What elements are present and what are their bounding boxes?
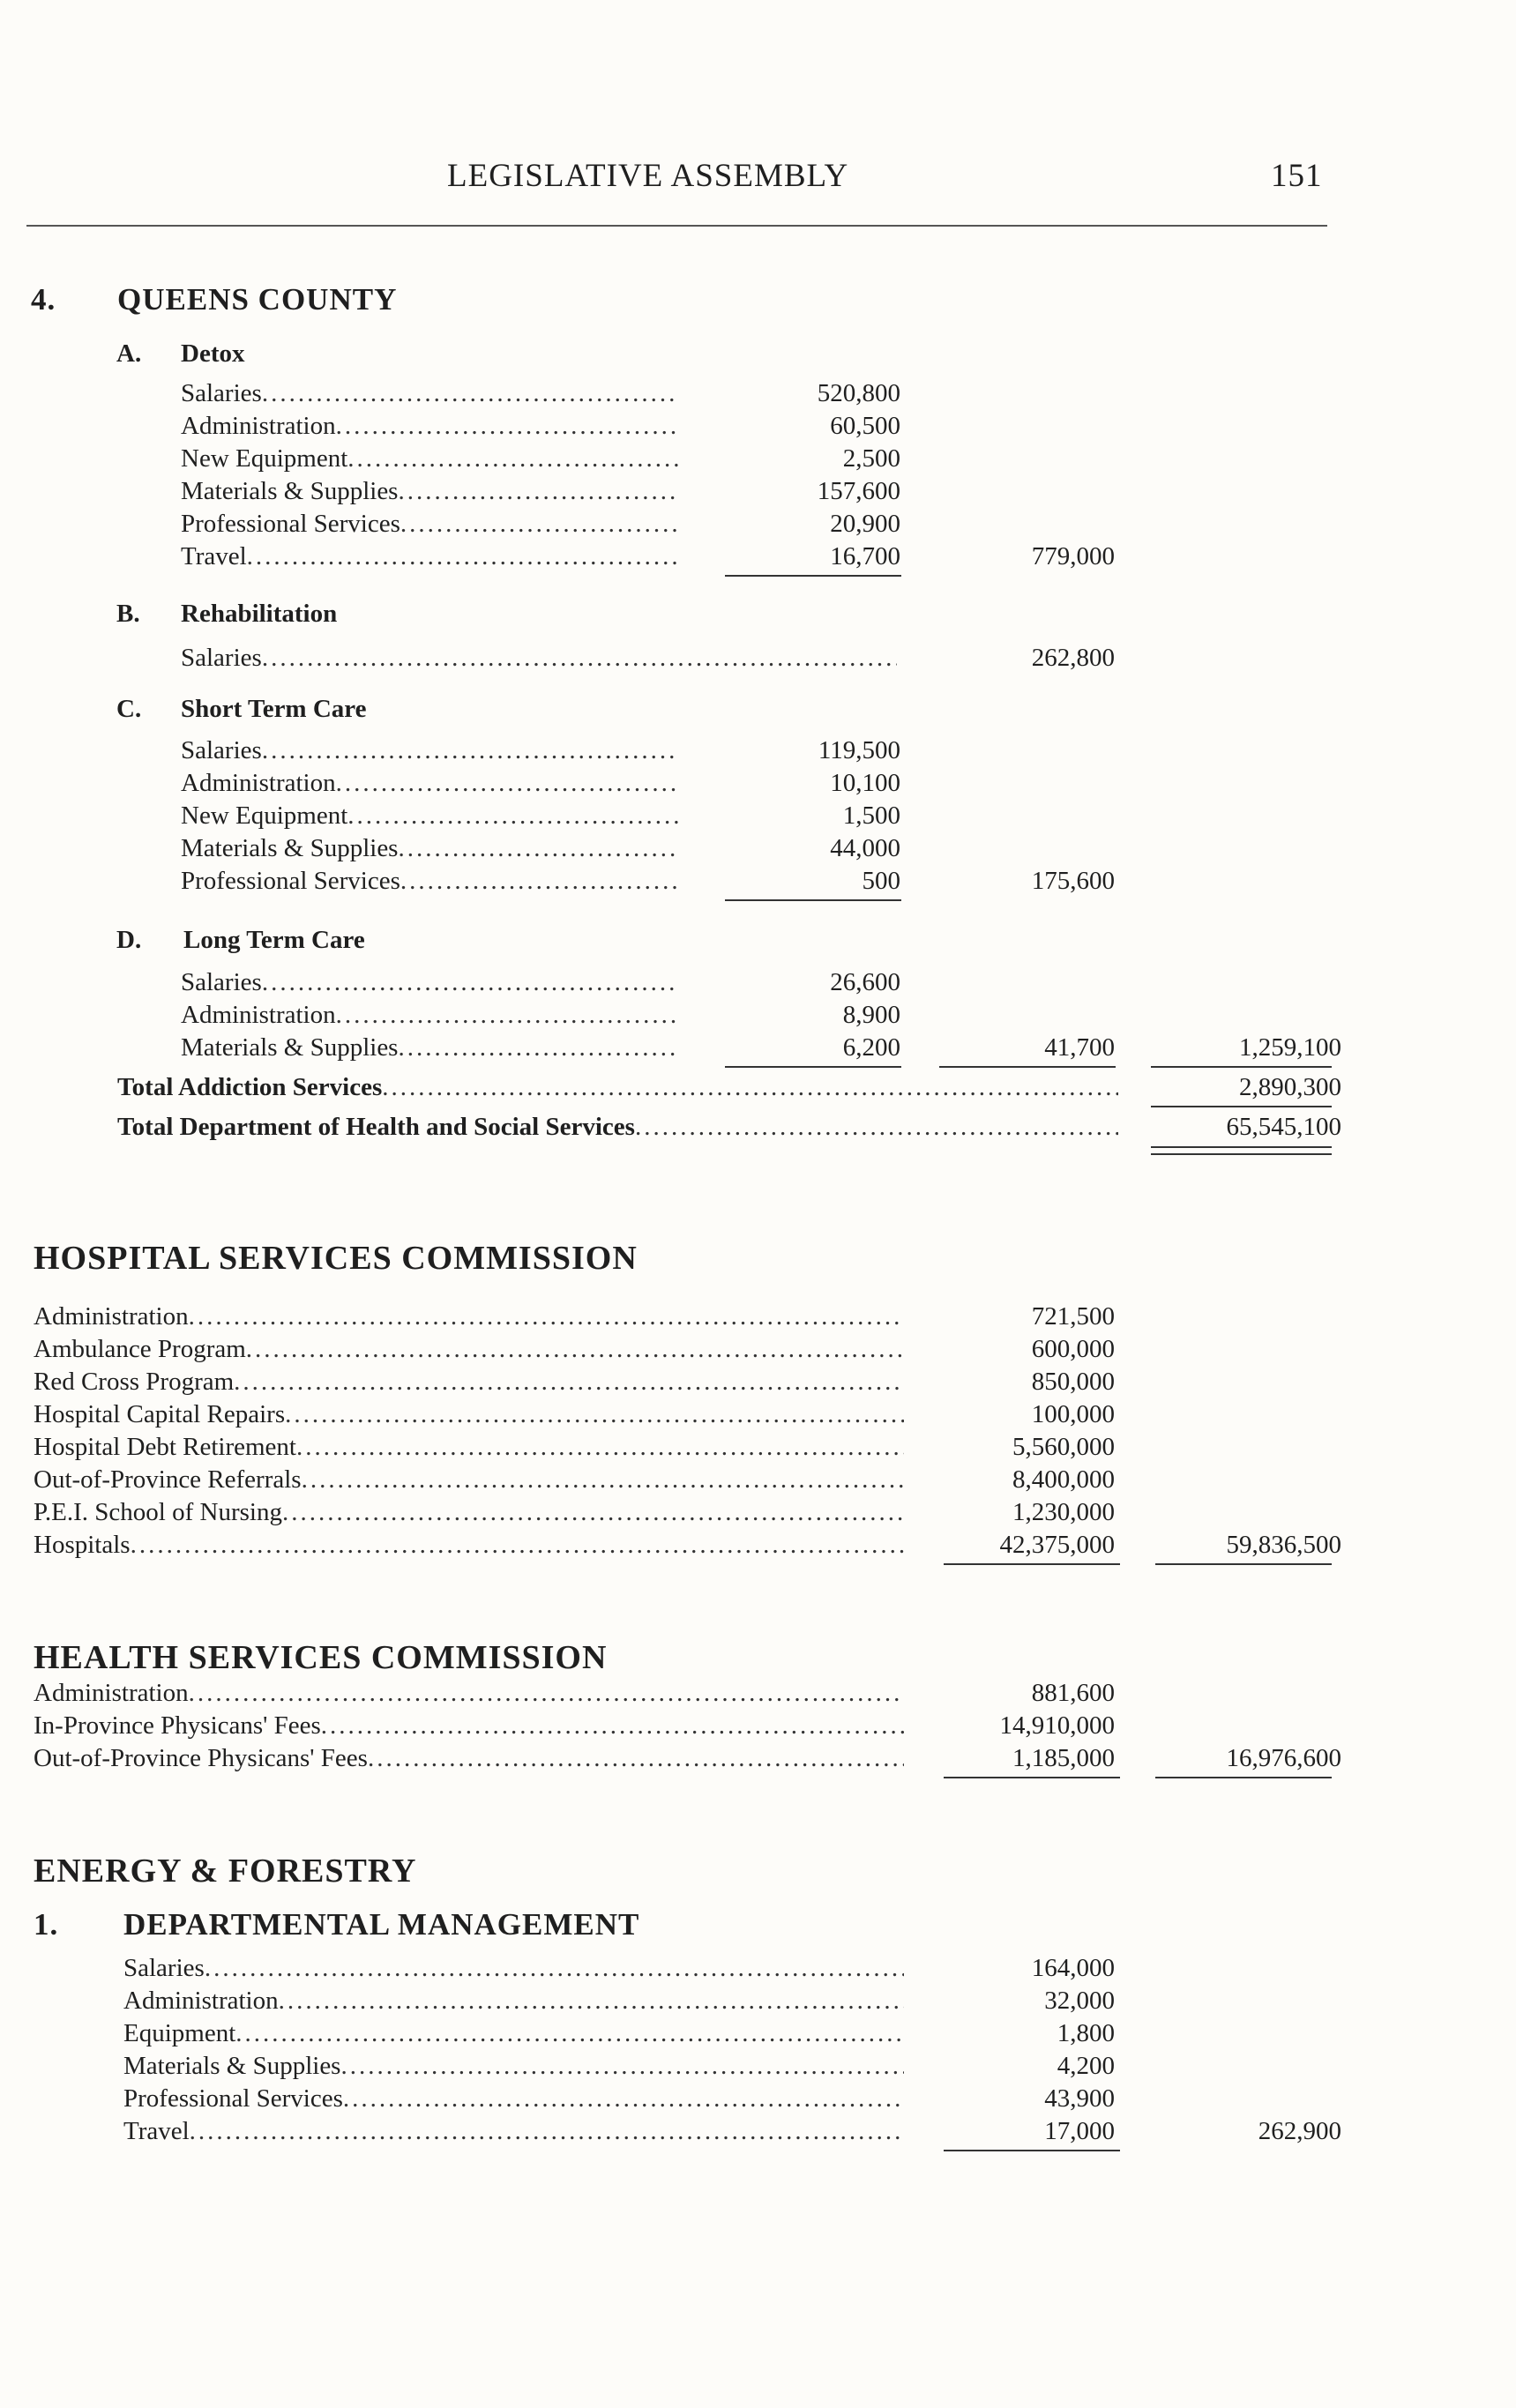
dot-leader [189, 1677, 904, 1709]
line-item [34, 1464, 904, 1495]
line-item-value: 721,500 [1031, 1302, 1115, 1331]
section-title-health-services-commission: HEALTH SERVICES COMMISSION [34, 1639, 608, 1676]
dot-leader [262, 642, 897, 674]
line-item-label: Out-of-Province Physicans' Fees [34, 1744, 368, 1772]
dot-leader [205, 1952, 904, 1984]
dot-leader [347, 443, 679, 474]
line-item-label: Salaries [181, 644, 262, 672]
dot-leader [336, 767, 679, 799]
line-item [34, 1710, 904, 1741]
total-addiction-services-label: Total Addiction Services [117, 1073, 383, 1101]
line-item [34, 1398, 904, 1430]
dot-leader [400, 508, 679, 540]
running-header-title: LEGISLATIVE ASSEMBLY [447, 158, 849, 194]
line-item-value: 32,000 [1044, 1987, 1115, 2015]
line-item-value: 4,200 [1057, 2052, 1115, 2080]
line-item [181, 642, 897, 674]
line-item-value: 26,600 [830, 968, 900, 996]
line-item-label: Hospital Debt Retirement [34, 1433, 296, 1461]
line-item-label: Ambulance Program [34, 1335, 246, 1363]
line-item-value: 5,560,000 [1012, 1433, 1115, 1461]
line-item [34, 1431, 904, 1463]
dot-leader [368, 1742, 904, 1774]
dot-leader [343, 2083, 904, 2114]
dot-leader [398, 1032, 679, 1063]
subsection-title-rehabilitation: Rehabilitation [181, 600, 338, 628]
total-underline [1151, 1106, 1332, 1107]
total-department-label: Total Department of Health and Social Services [117, 1113, 635, 1141]
dot-leader [235, 2017, 904, 2049]
dot-leader [189, 1301, 904, 1332]
section-title-queens-county: QUEENS COUNTY [117, 282, 398, 317]
subtotal-underline [725, 899, 901, 901]
line-item-value: 500 [862, 867, 900, 895]
line-item-value: 850,000 [1031, 1368, 1115, 1396]
line-item [181, 734, 679, 766]
line-item-label: Materials & Supplies [181, 1033, 399, 1062]
line-item [181, 800, 679, 831]
line-item [181, 410, 679, 442]
line-item [123, 2115, 904, 2147]
line-item [181, 540, 679, 572]
line-item-label: Materials & Supplies [123, 2052, 341, 2080]
line-item [181, 865, 679, 897]
line-item [123, 1952, 904, 1984]
dot-leader [296, 1431, 904, 1463]
line-item [181, 1032, 679, 1063]
double-underline [1151, 1146, 1332, 1155]
line-item-value: 2,500 [842, 444, 900, 473]
line-item-label: Red Cross Program [34, 1368, 235, 1396]
subsection-title-long-term-care: Long Term Care [183, 926, 365, 954]
dot-leader [340, 2050, 904, 2082]
line-item-label: Professional Services [123, 2084, 343, 2113]
dot-leader [131, 1529, 904, 1561]
line-item-label: Hospital Capital Repairs [34, 1400, 286, 1428]
line-item-value: 1,230,000 [1012, 1498, 1115, 1526]
line-item-label: Salaries [123, 1954, 205, 1982]
line-item-value: 881,600 [1031, 1679, 1115, 1707]
total-addiction-services-value: 2,890,300 [1239, 1073, 1341, 1101]
line-item [34, 1677, 904, 1709]
subtotal-underline [944, 1563, 1120, 1565]
line-item-label: Administration [181, 412, 336, 440]
subsection-total: 175,600 [1031, 867, 1115, 895]
line-item-value: 60,500 [830, 412, 900, 440]
total-line [117, 1071, 1118, 1103]
line-item-label: Professional Services [181, 510, 400, 538]
line-item [181, 475, 679, 507]
line-item-value: 14,910,000 [999, 1711, 1115, 1740]
line-item-label: Salaries [181, 379, 262, 407]
dot-leader [262, 966, 679, 998]
line-item-value: 6,200 [842, 1033, 900, 1062]
dot-leader [279, 1985, 904, 2017]
line-item-value: 44,000 [830, 834, 900, 862]
line-item [34, 1496, 904, 1528]
dot-leader [190, 2115, 904, 2147]
line-item [123, 2083, 904, 2114]
line-item-label: Equipment [123, 2019, 236, 2047]
line-item-value: 42,375,000 [999, 1531, 1115, 1559]
dot-leader [398, 475, 679, 507]
subsection-letter: D. [116, 926, 142, 954]
line-item-label: Hospitals [34, 1531, 131, 1559]
dot-leader [635, 1111, 1118, 1143]
line-item-value: 16,700 [830, 542, 900, 570]
line-item-value: 164,000 [1031, 1954, 1115, 1982]
line-item-value: 520,800 [817, 379, 900, 407]
line-item-label: Administration [123, 1987, 279, 2015]
line-item-label: Travel [123, 2117, 190, 2145]
line-item [123, 1985, 904, 2017]
subtotal-underline [725, 575, 901, 577]
section-total: 262,900 [1258, 2117, 1341, 2145]
line-item [123, 2017, 904, 2049]
subtotal-underline [944, 1777, 1120, 1778]
line-item-label: P.E.I. School of Nursing [34, 1498, 282, 1526]
line-item [34, 1366, 904, 1398]
line-item [34, 1333, 904, 1365]
subsection-title-departmental-management: DEPARTMENTAL MANAGEMENT [123, 1907, 640, 1942]
line-item-label: Travel [181, 542, 247, 570]
line-item [181, 443, 679, 474]
line-item-label: Administration [181, 769, 336, 797]
total-department-value: 65,545,100 [1226, 1113, 1341, 1141]
dot-leader [347, 800, 679, 831]
line-item-value: 1,500 [842, 801, 900, 830]
line-item [181, 999, 679, 1031]
line-item-label: Materials & Supplies [181, 834, 399, 862]
dot-leader [246, 1333, 904, 1365]
line-item-label: Administration [34, 1302, 189, 1331]
total-underline [1151, 1066, 1332, 1068]
subsection-total: 262,800 [1031, 644, 1115, 672]
line-item-value: 1,800 [1057, 2019, 1115, 2047]
line-item-label: Professional Services [181, 867, 400, 895]
subsection-title-short-term-care: Short Term Care [181, 695, 367, 723]
line-item-label: Administration [34, 1679, 189, 1707]
line-item-label: Administration [181, 1001, 336, 1029]
dot-leader [336, 999, 679, 1031]
dot-leader [234, 1366, 904, 1398]
dot-leader [321, 1710, 904, 1741]
line-item-label: Out-of-Province Referrals [34, 1465, 302, 1494]
dot-leader [336, 410, 679, 442]
total-underline [1155, 1777, 1332, 1778]
line-item-value: 17,000 [1044, 2117, 1115, 2145]
line-item-value: 43,900 [1044, 2084, 1115, 2113]
section-total: 16,976,600 [1226, 1744, 1341, 1772]
line-item [181, 508, 679, 540]
dot-leader [398, 832, 679, 864]
dot-leader [302, 1464, 904, 1495]
subsection-title-detox: Detox [181, 339, 245, 368]
line-item [34, 1529, 904, 1561]
line-item-value: 8,400,000 [1012, 1465, 1115, 1494]
line-item-label: Materials & Supplies [181, 477, 399, 505]
line-item-value: 8,900 [842, 1001, 900, 1029]
line-item [181, 832, 679, 864]
line-item-value: 100,000 [1031, 1400, 1115, 1428]
page-number: 151 [1271, 158, 1323, 194]
section-title-hospital-services-commission: HOSPITAL SERVICES COMMISSION [34, 1240, 638, 1277]
county-total: 1,259,100 [1239, 1033, 1341, 1062]
dot-leader [262, 734, 679, 766]
subsection-total: 779,000 [1031, 542, 1115, 570]
line-item [181, 767, 679, 799]
subsection-total: 41,700 [1044, 1033, 1115, 1062]
line-item [34, 1742, 904, 1774]
line-item-label: Salaries [181, 968, 262, 996]
line-item [181, 377, 679, 409]
dot-leader [247, 540, 679, 572]
subtotal-underline [944, 2150, 1120, 2151]
line-item [181, 966, 679, 998]
header-rule [26, 225, 1327, 227]
dot-leader [382, 1071, 1118, 1103]
line-item-label: In-Province Physicans' Fees [34, 1711, 321, 1740]
line-item-value: 1,185,000 [1012, 1744, 1115, 1772]
subsection-letter: B. [116, 600, 140, 628]
section-title-energy-forestry: ENERGY & FORESTRY [34, 1853, 417, 1890]
section-total: 59,836,500 [1226, 1531, 1341, 1559]
line-item-value: 20,900 [830, 510, 900, 538]
line-item [34, 1301, 904, 1332]
line-item-value: 119,500 [818, 736, 900, 764]
dot-leader [282, 1496, 904, 1528]
section-number: 1. [34, 1907, 59, 1942]
line-item [123, 2050, 904, 2082]
subsection-letter: A. [116, 339, 142, 368]
total-underline [1155, 1563, 1332, 1565]
subtotal-underline [725, 1066, 901, 1068]
line-item-label: Salaries [181, 736, 262, 764]
dot-leader [285, 1398, 904, 1430]
line-item-value: 600,000 [1031, 1335, 1115, 1363]
line-item-value: 10,100 [830, 769, 900, 797]
line-item-label: New Equipment [181, 444, 348, 473]
dot-leader [400, 865, 679, 897]
line-item-label: New Equipment [181, 801, 348, 830]
section-number: 4. [31, 282, 56, 317]
dot-leader [262, 377, 679, 409]
line-item-value: 157,600 [817, 477, 900, 505]
total-line [117, 1111, 1118, 1143]
subtotal-underline [939, 1066, 1116, 1068]
subsection-letter: C. [116, 695, 142, 723]
